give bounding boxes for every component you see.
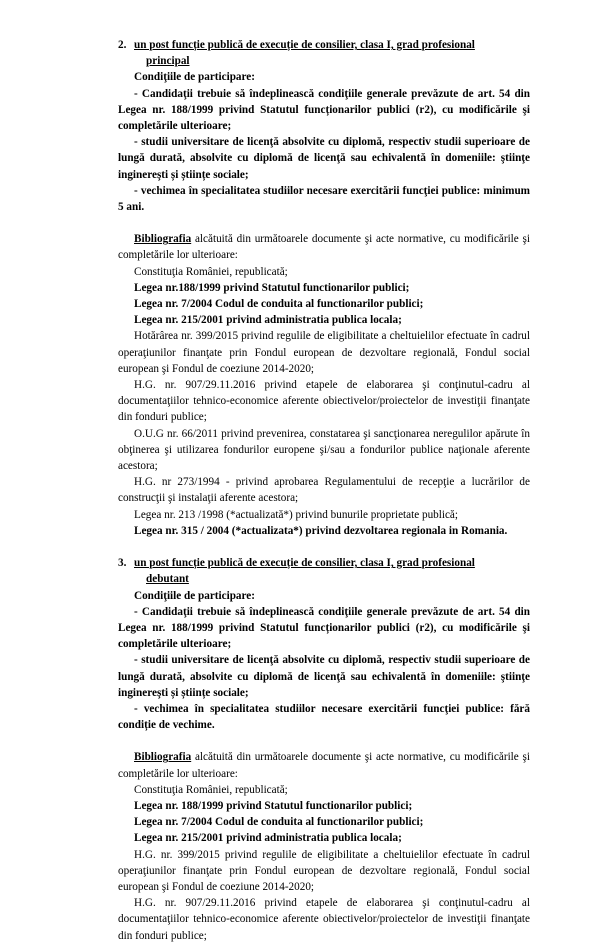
condition-item: - Candidaţii trebuie să îndeplinească condiţiile generale prevăzute de art. 54 din Legea nr. 188/1999 privind Statutul funcționarilor publici (r2), cu modificările şi completările ulterioare; [118,87,530,133]
bibliography-item: Legea nr. 215/2001 privind administratia publica locala; [134,314,402,327]
bibliography-item: H.G. nr. 907/29.11.2016 privind etapele de elaborarea şi conţinutul-cadru al documentaţiilor tehnico-economice aferente obiectivelor/proiectelor de investiţii finanţate din fonduri publice; [118,379,530,424]
bibliography-item: Legea nr. 7/2004 Codul de conduita al functionarilor publici; [134,816,424,829]
spacer [118,539,530,555]
section-title: un post funcție publică de execuție de consilier, clasa I, grad profesional [134,557,475,570]
section-3 [118,555,530,944]
bibliography-item: H.G. nr. 399/2015 privind regulile de eligibilitate a cheltuielilor efectuate în cadrul operaţiunilor finanţate prin Fondul european de dezvoltare regională, Fondul social european şi Fondul de coeziune 2014-2020; [118,848,530,893]
section-title: un post funcție publică de execuție de consilier, clasa I, grad profesional [134,39,475,51]
spacer [118,215,530,231]
conditions-label: Condiţiile de participare: [134,71,255,84]
section-heading [118,37,530,53]
condition-item: - vechimea în specialitatea studiilor necesare exercitării funcţiei publice: minimum 5 ani. [118,184,530,214]
condition-item: - vechimea în specialitatea studiilor necesare exercitării funcţiei publice: fără condiție de vechime. [118,702,530,732]
section-2 [118,37,530,539]
bibliography-intro-text: alcătuită din următoarele documente şi acte normative, cu modificările şi completările lor ulterioare: [118,751,530,780]
spacer [118,733,530,749]
bibliography-intro [118,749,530,781]
bibliography-item: Legea nr.188/1999 privind Statutul functionarilor publici; [134,281,410,294]
conditions-label: Condiţiile de participare: [134,589,255,602]
bibliography-label: Bibliografia [134,751,192,764]
bibliography-item: Hotărârea nr. 399/2015 privind regulile de eligibilitate a cheltuielilor efectuate în cadrul operaţiunilor finanţate prin Fondul european de dezvoltare regională, Fondul social european şi Fondul de coeziune 2014-2020; [118,330,530,375]
bibliography-item: H.G. nr 273/1994 - privind aprobarea Regulamentului de recepţie a lucrărilor de construcţii şi instalaţii aferente acestora; [118,476,530,505]
bibliography-item: Legea nr. 188/1999 privind Statutul functionarilor publici; [134,799,413,812]
section-number: 2. [118,39,127,51]
bibliography-intro [118,231,530,263]
condition-item: - studii universitare de licenţă absolvite cu diplomă, respectiv studii superioare de lungă durată, absolvite cu diplomă de licenţă sau echivalentă în domeniile: ştiinţe inginereşti și științe sociale; [118,136,530,181]
bibliography-item: Constituţia României, republicată; [134,783,288,796]
bibliography-item: Legea nr. 213 /1998 (*actualizată*) privind bunurile proprietate publică; [134,508,459,521]
bibliography-item: Legea nr. 315 / 2004 (*actualizata*) privind dezvoltarea regionala in Romania. [134,524,508,537]
section-title-continued: debutant [146,573,189,586]
section-number: 3. [118,557,127,570]
bibliography-item: Legea nr. 7/2004 Codul de conduita al functionarilor publici; [134,298,424,311]
condition-item: - studii universitare de licenţă absolvite cu diplomă, respectiv studii superioare de lungă durată, absolvite cu diplomă de licenţă sau echivalentă în domeniile: ştiinţe inginereşti și științe sociale; [118,654,530,699]
bibliography-item: Constituţia României, republicată; [134,265,288,278]
document-body [118,37,530,944]
bibliography-item: H.G. nr. 907/29.11.2016 privind etapele de elaborarea şi conţinutul-cadru al documentaţiilor tehnico-economice aferente obiectivelor/proiectelor de investiţii finanţate din fonduri publice; [118,897,530,942]
section-heading [118,555,530,571]
section-title-continued: principal [146,55,190,68]
condition-item: - Candidaţii trebuie să îndeplinească condiţiile generale prevăzute de art. 54 din Legea nr. 188/1999 privind Statutul funcționarilor publici (r2), cu modificările şi completările ulterioare; [118,605,530,651]
bibliography-label: Bibliografia [134,233,192,246]
bibliography-intro-text: alcătuită din următoarele documente şi acte normative, cu modificările şi completările lor ulterioare: [118,233,530,262]
bibliography-item: Legea nr. 215/2001 privind administratia publica locala; [134,832,402,845]
bibliography-item: O.U.G nr. 66/2011 privind prevenirea, constatarea şi sancţionarea neregulilor apărute în obţinerea şi utilizarea fondurilor europene şi/sau a fondurilor publice naţionale aferente acestora; [118,427,530,473]
